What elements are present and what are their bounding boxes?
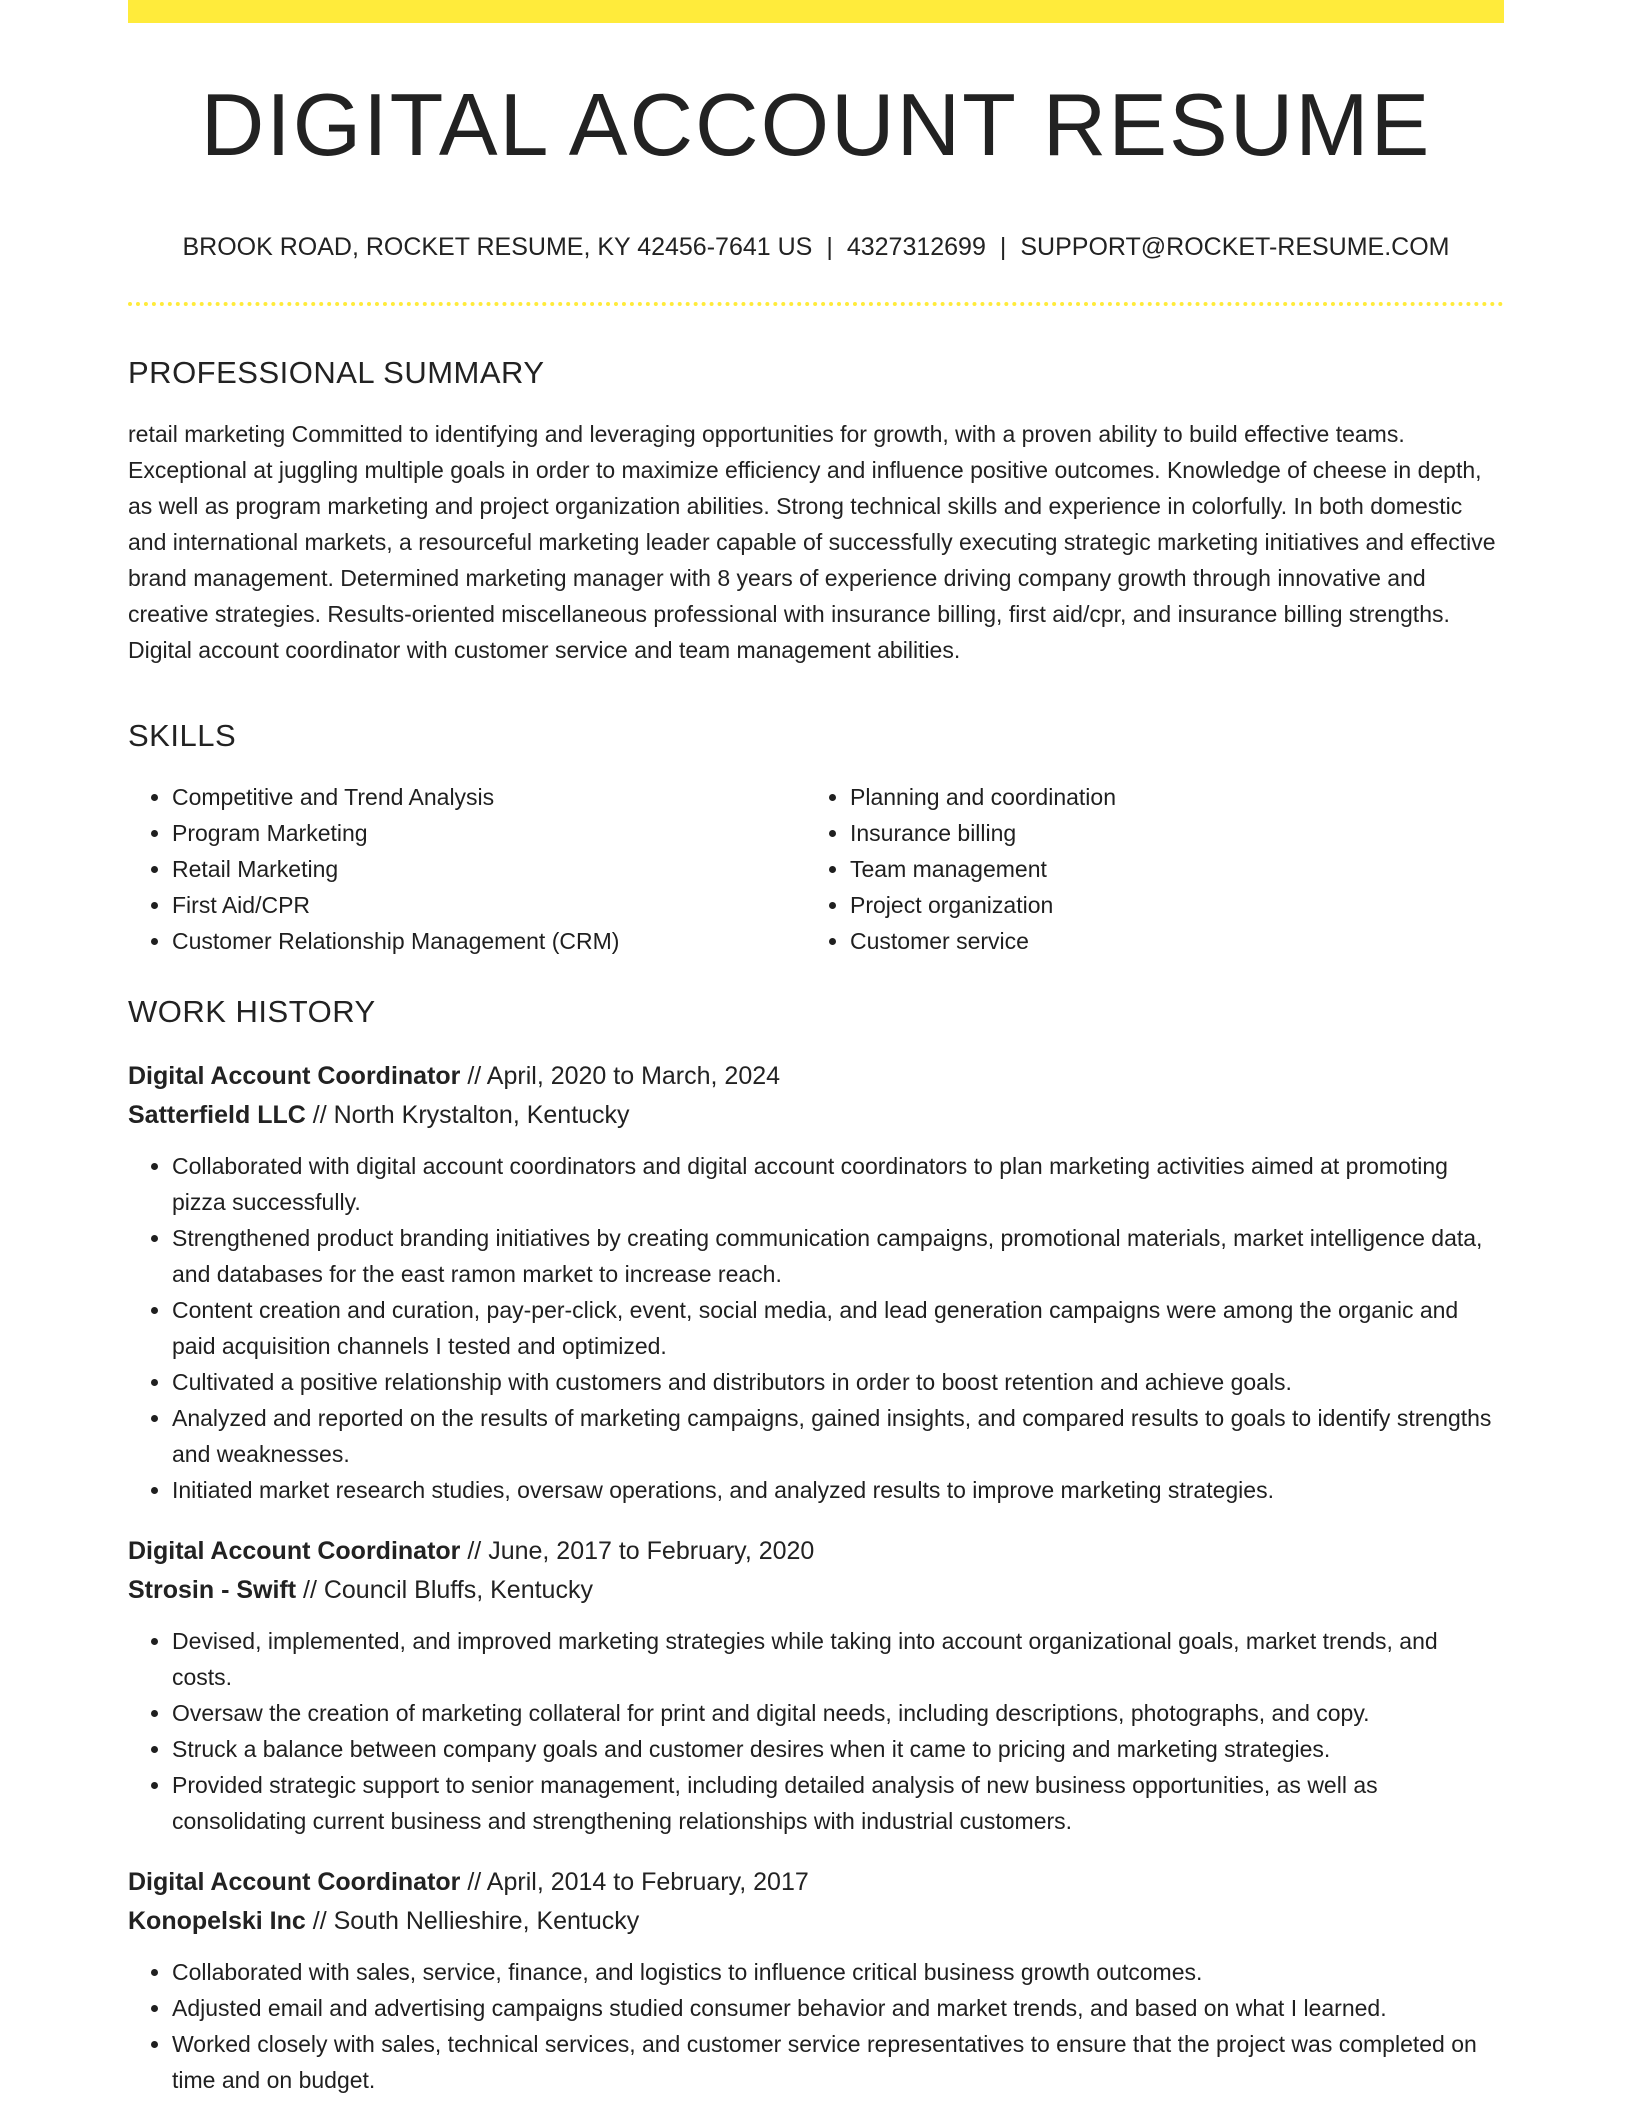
job-dates: // April, 2014 to February, 2017	[460, 1868, 809, 1896]
job-bullet: • Devised, implemented, and improved marketing strategies while taking into account organizational goals, market trends, and costs.	[172, 1623, 1504, 1695]
job-bullet: • Initiated market research studies, oversaw operations, and analyzed results to improve marketing strategies.	[172, 1472, 1504, 1508]
contact-separator: |	[826, 233, 833, 261]
job-bullets	[128, 1623, 1504, 1839]
section-heading-skills: SKILLS	[128, 718, 237, 753]
contact-address: BROOK ROAD, ROCKET RESUME, KY 42456-7641 US	[182, 233, 813, 261]
job-company: Strosin - Swift	[128, 1576, 297, 1604]
skills-section	[128, 720, 1504, 959]
contact-phone[interactable]: 4327312699	[846, 233, 986, 261]
job-bullet: • Analyzed and reported on the results of marketing campaigns, gained insights, and compared results to goals to identify strengths and weaknesses.	[172, 1400, 1504, 1472]
resume-title: DIGITAL ACCOUNT RESUME	[200, 75, 1432, 174]
skills-list-right	[806, 779, 1484, 959]
dotted-divider	[128, 302, 1504, 306]
job-dates: // June, 2017 to February, 2020	[460, 1537, 815, 1565]
job-dates: // April, 2020 to March, 2024	[460, 1062, 781, 1090]
job-title-line	[128, 1057, 1504, 1096]
job-title-line	[128, 1532, 1504, 1571]
accent-top-bar	[128, 0, 1504, 23]
contact-line	[128, 235, 1504, 260]
job-bullet: • Strengthened product branding initiatives by creating communication campaigns, promotional materials, market intelligence data, and databases for the east ramon market to increase reach.	[172, 1220, 1504, 1292]
job-title: Digital Account Coordinator	[128, 1062, 461, 1090]
job-company-line	[128, 1571, 1504, 1610]
section-heading-work: WORK HISTORY	[128, 994, 376, 1029]
job-bullet: • Provided strategic support to senior management, including detailed analysis of new business opportunities, as well as consolidating current business and strengthening relationships with industrial customers.	[172, 1767, 1504, 1839]
contact-email[interactable]: SUPPORT@ROCKET-RESUME.COM	[1020, 233, 1450, 261]
job-title: Digital Account Coordinator	[128, 1537, 461, 1565]
job-bullets	[128, 1148, 1504, 1508]
job-bullet: • Oversaw the creation of marketing collateral for print and digital needs, including descriptions, photographs, and copy.	[172, 1695, 1504, 1731]
job-location: // South Nellieshire, Kentucky	[305, 1907, 640, 1935]
professional-summary-section	[128, 357, 1504, 668]
job-bullet: • Content creation and curation, pay-per-click, event, social media, and lead generation campaigns were among the organic and paid acquisition channels I tested and optimized.	[172, 1292, 1504, 1364]
work-history-section	[128, 996, 1504, 2098]
skill-item: • Customer Relationship Management (CRM)	[172, 923, 806, 959]
job-entry	[128, 1863, 1504, 2098]
job-company: Konopelski Inc	[128, 1907, 306, 1935]
job-company-line	[128, 1902, 1504, 1941]
skill-item: • Team management	[850, 851, 1484, 887]
job-bullet: • Struck a balance between company goals and customer desires when it came to pricing and marketing strategies.	[172, 1731, 1504, 1767]
job-title: Digital Account Coordinator	[128, 1868, 461, 1896]
contact-separator: |	[999, 233, 1007, 261]
skill-item: • Project organization	[850, 887, 1484, 923]
skills-list-left	[128, 779, 806, 959]
skills-columns	[128, 779, 1504, 959]
skill-item: • Insurance billing	[850, 815, 1484, 851]
job-location: // Council Bluffs, Kentucky	[296, 1576, 593, 1604]
job-bullet: • Collaborated with sales, service, finance, and logistics to influence critical business growth outcomes.	[172, 1954, 1504, 1990]
skill-item: • First Aid/CPR	[172, 887, 806, 923]
skill-item: • Competitive and Trend Analysis	[172, 779, 806, 815]
job-entry	[128, 1532, 1504, 1839]
summary-text: retail marketing Committed to identifying and leveraging opportunities for growth, with a proven ability to build effective teams. Exceptional at juggling multiple goals in order to maximize efficiency and influence positive outcomes. Knowledge of cheese in depth, as well as program marketing and project organization abilities. Strong technical skills and experience in colorfully. In both domestic and international markets, a resourceful marketing leader capable of successfully executing strategic marketing initiatives and effective brand management. Determined marketing manager with 8 years of experience driving company growth through innovative and creative strategies. Results-oriented miscellaneous professional with insurance billing, first aid/cpr, and insurance billing strengths. Digital account coordinator with customer service and team management abilities.	[128, 421, 1496, 663]
section-heading-summary: PROFESSIONAL SUMMARY	[128, 355, 545, 390]
skill-item: • Program Marketing	[172, 815, 806, 851]
job-bullets	[128, 1954, 1504, 2098]
job-bullet: • Worked closely with sales, technical services, and customer service representatives to ensure that the project was completed on time and on budget.	[172, 2026, 1504, 2098]
job-bullet: • Adjusted email and advertising campaigns studied consumer behavior and market trends, and based on what I learned.	[172, 1990, 1504, 2026]
job-bullet: • Collaborated with digital account coordinators and digital account coordinators to plan marketing activities aimed at promoting pizza successfully.	[172, 1148, 1504, 1220]
job-location: // North Krystalton, Kentucky	[305, 1101, 630, 1129]
skill-item: • Planning and coordination	[850, 779, 1484, 815]
job-company-line	[128, 1096, 1504, 1135]
resume-page	[128, 0, 1504, 2098]
skill-item: • Retail Marketing	[172, 851, 806, 887]
job-company: Satterfield LLC	[128, 1101, 306, 1129]
job-entry	[128, 1057, 1504, 1508]
skill-item: • Customer service	[850, 923, 1484, 959]
job-title-line	[128, 1863, 1504, 1902]
job-bullet: • Cultivated a positive relationship with customers and distributors in order to boost retention and achieve goals.	[172, 1364, 1504, 1400]
